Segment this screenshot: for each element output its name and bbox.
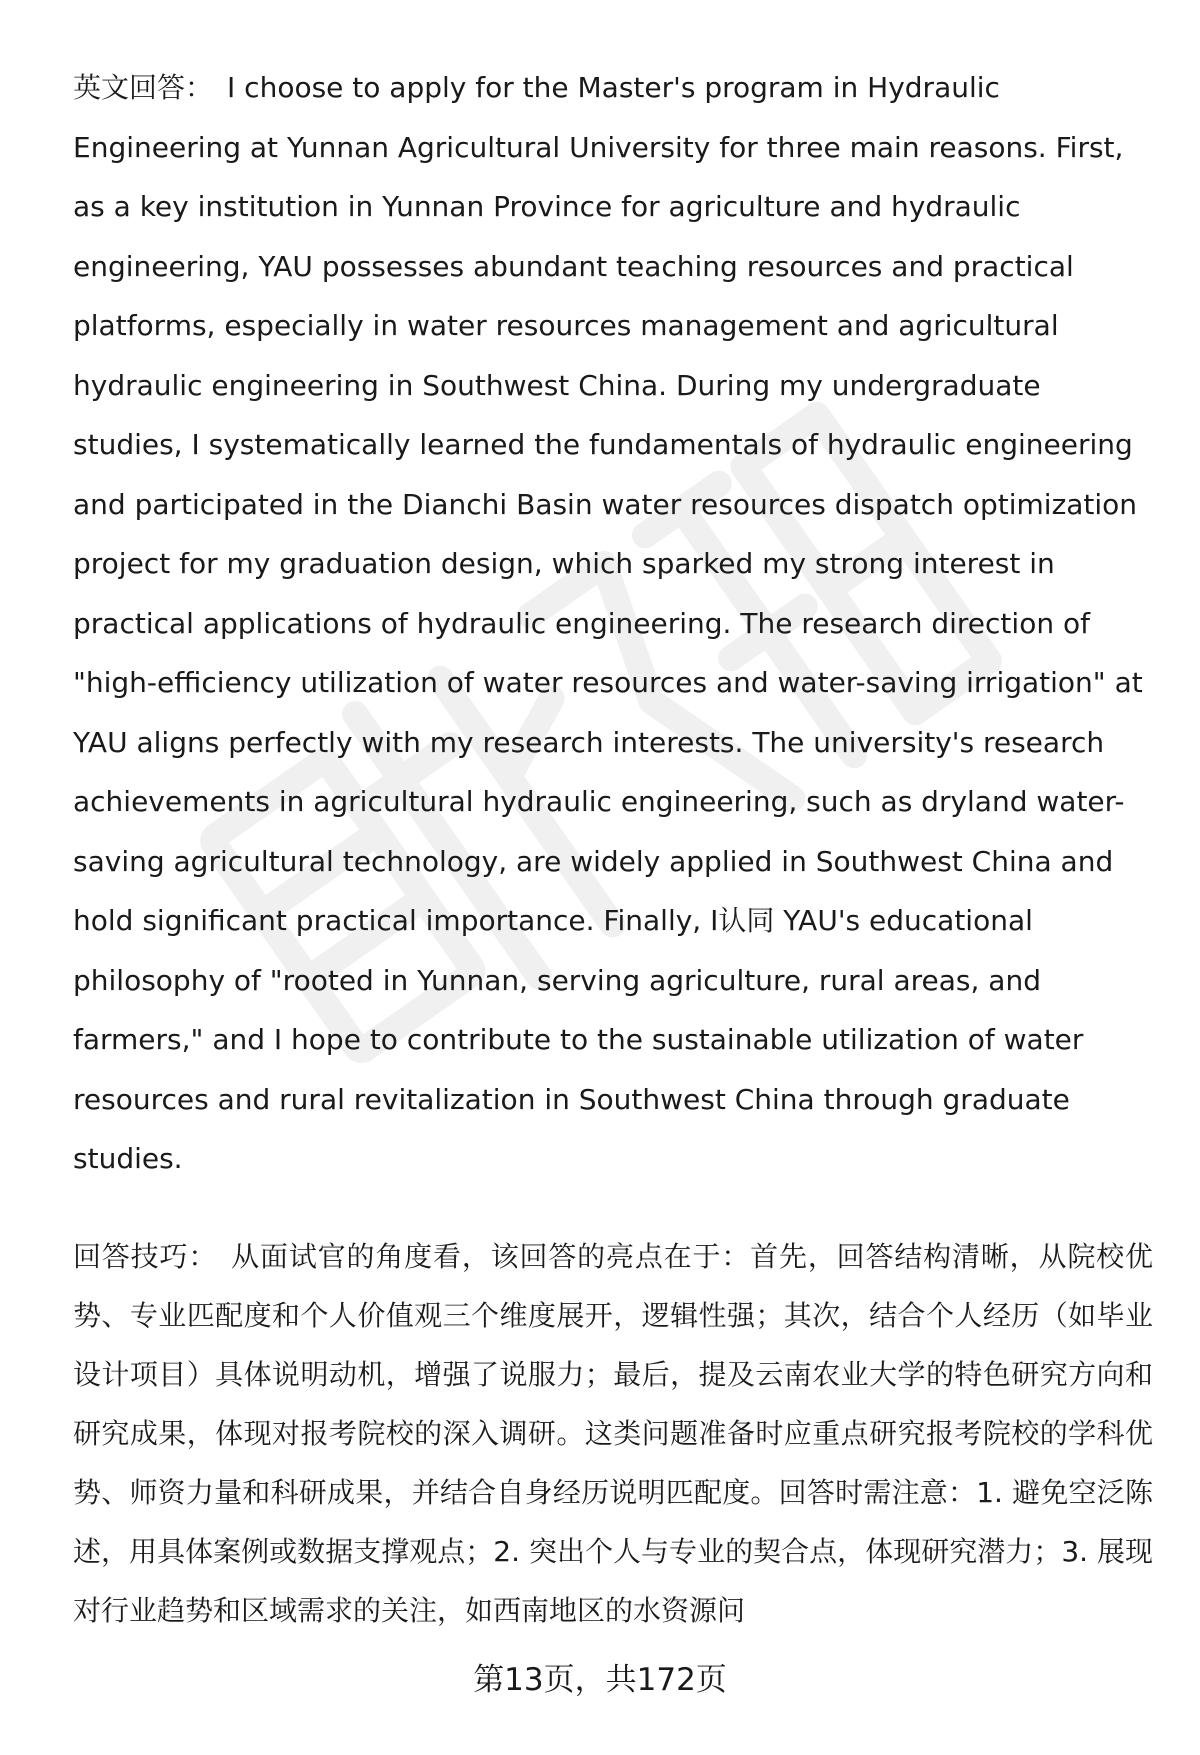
answer-tips-paragraph <box>73 1227 1153 1640</box>
answer-tips-label: 回答技巧： <box>73 1239 218 1273</box>
document-body <box>73 58 1153 1640</box>
page-number-footer: 第13页，共172页 <box>473 1662 727 1698</box>
english-answer-label: 英文回答： <box>73 71 214 104</box>
answer-tips-text: 从面试官的角度看，该回答的亮点在于：首先，回答结构清晰，从院校优势、专业匹配度和个人价值观三个维度展开，逻辑性强；其次，结合个人经历（如毕业设计项目）具体说明动机，增强了说服力；最后，提及云南农业大学的特色研究方向和研究成果，体现对报考院校的深入调研。这类问题准备时应重点研究报考院校的学科优势、师资力量和科研成果，并结合自身经历说明匹配度。回答时需注意：1. 避免空泛陈述，用具体案例或数据支撑观点；2. 突出个人与专业的契合点，体现研究潜力；3. 展现对行业趋势和区域需求的关注，如西南地区的水资源问 <box>73 1239 1153 1627</box>
english-answer-paragraph <box>73 58 1153 1189</box>
english-answer-text: I choose to apply for the Master's program in Hydraulic Engineering at Yunnan Agricultural University for three main reasons. First, as a key institution in Yunnan Province for agriculture and hydraulic engineering, YAU possesses abundant teaching resources and practical platforms, especially in water resources management and agricultural hydraulic engineering in Southwest China. During my undergraduate studies, I systematically learned the fundamentals of hydraulic engineering and participated in the Dianchi Basin water resources dispatch optimization project for my graduation design, which sparked my strong interest in practical applications of hydraulic engineering. The research direction of "high-efficiency utilization of water resources and water-saving irrigation" at YAU aligns perfectly with my research interests. The university's research achievements in agricultural hydraulic engineering, such as dryland water-saving agricultural technology, are widely applied in Southwest China and hold significant practical importance. Finally, I认同 YAU's educational philosophy of "rooted in Yunnan, serving agriculture, rural areas, and farmers," and I hope to contribute to the sustainable utilization of water resources and rural revitalization in Southwest China through graduate studies. <box>73 71 1143 1175</box>
